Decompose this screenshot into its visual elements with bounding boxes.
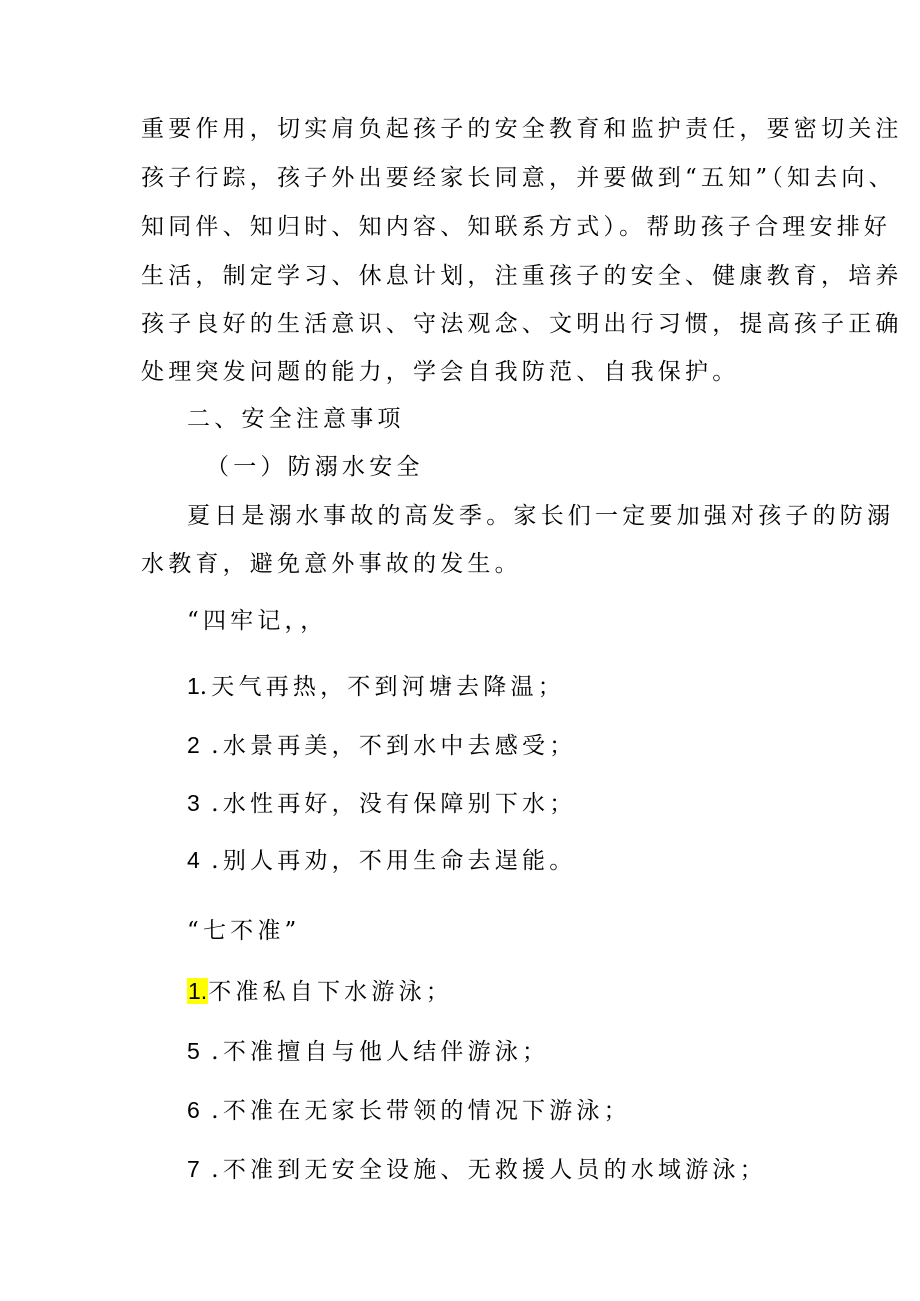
list-item-text: .别人再劝，不用生命去逞能。 bbox=[199, 848, 577, 874]
section-heading: 二、安全注意事项 bbox=[187, 406, 405, 432]
paragraph-line: 夏日是溺水事故的高发季。家长们一定要加强对孩子的防溺 bbox=[187, 503, 895, 529]
list-item-text: .不准擅自与他人结伴游泳； bbox=[199, 1039, 550, 1065]
list-item-number: 6 bbox=[187, 1097, 200, 1123]
list-item bbox=[187, 730, 576, 761]
paragraph-line: 处理突发问题的能力，学会自我防范、自我保护。 bbox=[141, 359, 740, 385]
list-item-number: 3 bbox=[187, 790, 200, 816]
list-title: “七不准” bbox=[187, 918, 301, 944]
list-item-text: .不准在无家长带领的情况下游泳； bbox=[199, 1098, 631, 1124]
list-item-text: .不准到无安全设施、无救援人员的水域游泳； bbox=[199, 1157, 767, 1183]
list-item-text: .水景再美，不到水中去感受； bbox=[199, 733, 577, 759]
list-item-text: .天气再热，不到河塘去降温； bbox=[199, 674, 565, 700]
list-item-number: 1 bbox=[187, 673, 200, 699]
paragraph-line: 知同伴、知归时、知内容、知联系方式）。帮助孩子合理安排好 bbox=[141, 214, 892, 240]
list-item bbox=[187, 788, 576, 819]
subsection-heading: （一）防溺水安全 bbox=[206, 454, 424, 480]
list-item-text: 不准私自下水游泳； bbox=[208, 979, 453, 1005]
list-title: “四牢记，， bbox=[187, 608, 328, 634]
list-item bbox=[187, 845, 576, 876]
list-item bbox=[187, 1036, 549, 1067]
paragraph-line: 重要作用，切实肩负起孩子的安全教育和监护责任，要密切关注 bbox=[141, 116, 903, 142]
list-item-number: 4 bbox=[187, 847, 200, 873]
list-item-number: 2 bbox=[187, 732, 200, 758]
list-item-number: 7 bbox=[187, 1156, 200, 1182]
paragraph-line: 水教育，避免意外事故的发生。 bbox=[141, 551, 522, 577]
list-item-number: 5 bbox=[187, 1038, 200, 1064]
highlighted-number: 1. bbox=[188, 978, 208, 1004]
list-item-text: .水性再好，没有保障别下水； bbox=[199, 791, 577, 817]
list-item bbox=[187, 1095, 631, 1126]
paragraph-line: 孩子行踪，孩子外出要经家长同意，并要做到“五知”（知去向、 bbox=[141, 165, 896, 191]
paragraph-line: 孩子良好的生活意识、守法观念、文明出行习惯，提高孩子正确 bbox=[141, 311, 903, 337]
list-item bbox=[187, 1154, 767, 1185]
paragraph-line: 生活，制定学习、休息计划，注重孩子的安全、健康教育，培养 bbox=[141, 263, 903, 289]
list-item bbox=[187, 671, 565, 702]
list-item bbox=[187, 976, 453, 1007]
